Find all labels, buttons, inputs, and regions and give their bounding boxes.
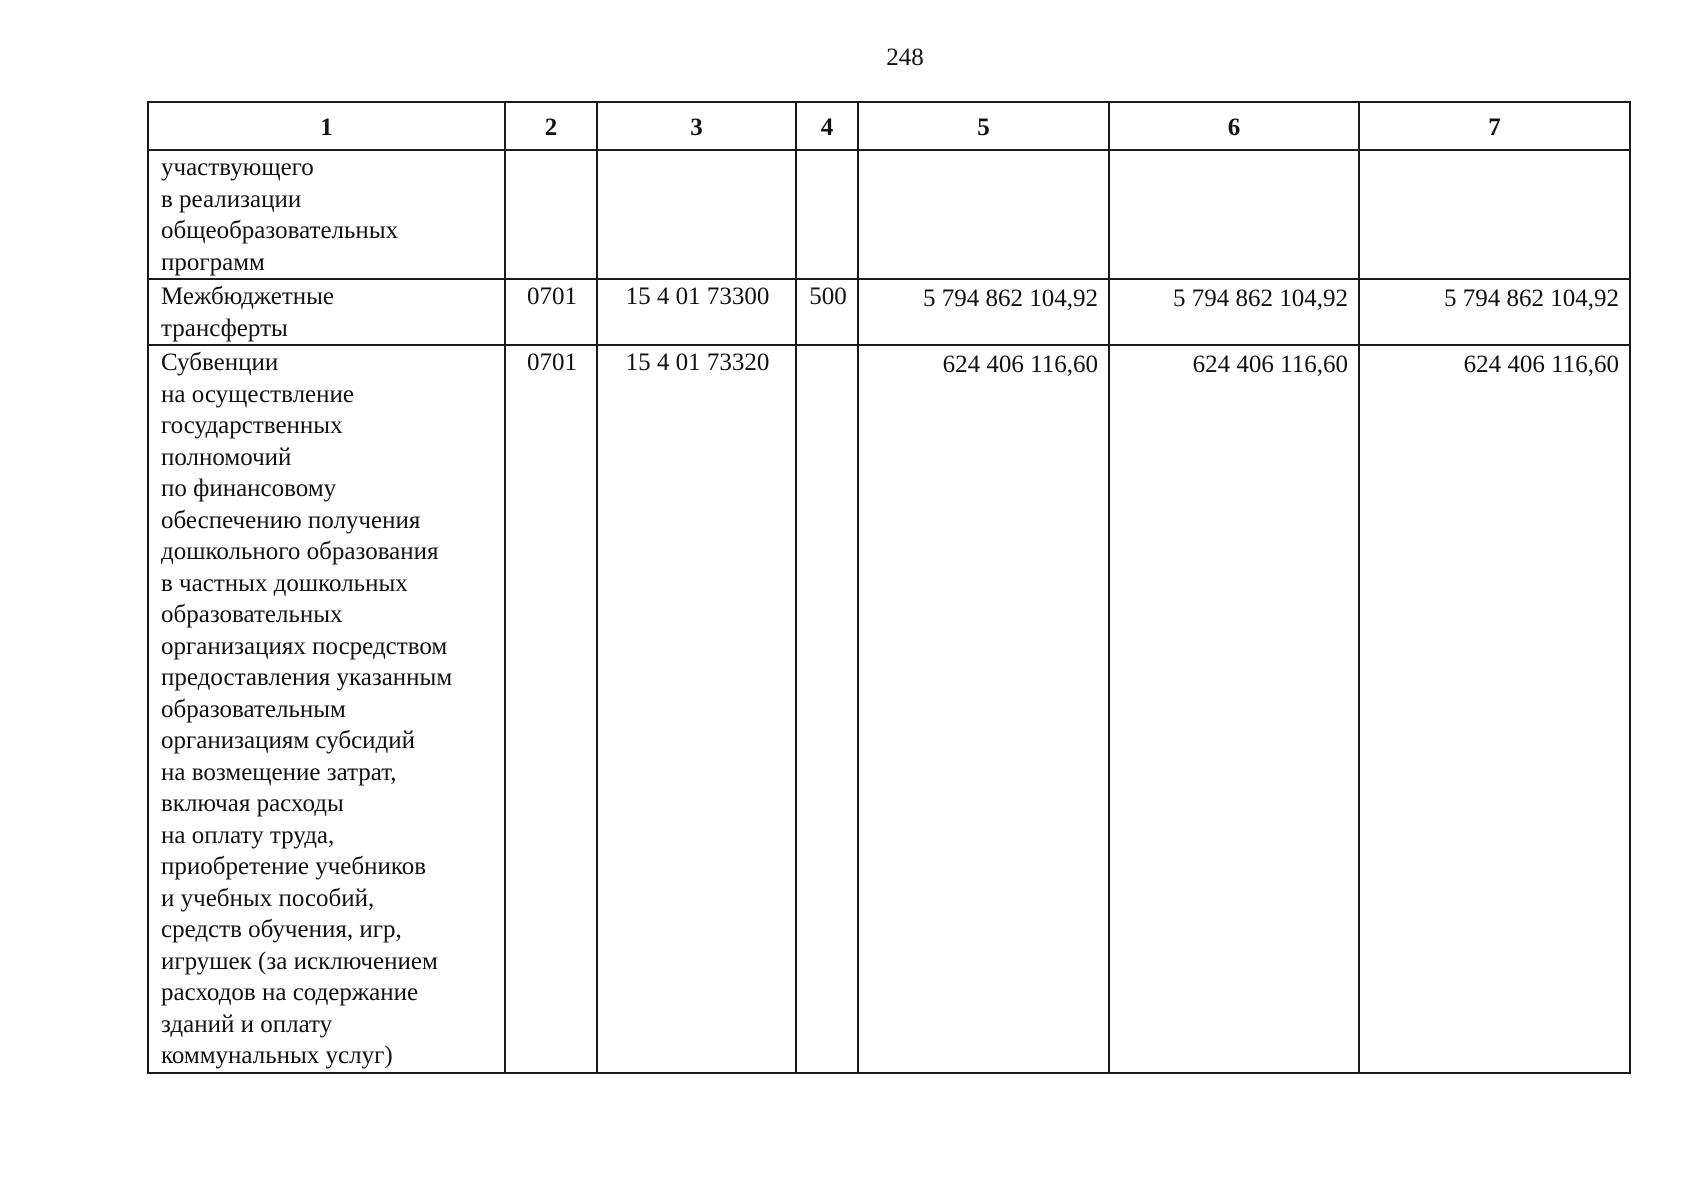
expense-type-cell bbox=[796, 150, 858, 279]
name-line: и учебных пособий, bbox=[161, 884, 375, 912]
sum-cell-5 bbox=[858, 150, 1109, 279]
name-line: на возмещение затрат, bbox=[161, 758, 397, 786]
header-col-6: 6 bbox=[1109, 102, 1359, 150]
name-line: дошкольного образования bbox=[161, 538, 439, 565]
amount: 5 794 862 104,92 bbox=[923, 285, 1098, 312]
amount: 5 794 862 104,92 bbox=[1444, 285, 1619, 312]
name-line: образовательным bbox=[161, 695, 346, 723]
section-cell bbox=[505, 150, 597, 279]
sum-cell-5 bbox=[858, 279, 1109, 345]
page-number: 248 bbox=[886, 44, 924, 71]
name-line: расходов на содержание bbox=[161, 979, 419, 1006]
name-line: Субвенции bbox=[161, 349, 279, 376]
name-line: полномочий bbox=[161, 443, 292, 471]
name-line: программ bbox=[161, 248, 265, 276]
name-line: образовательных bbox=[161, 601, 343, 628]
header-col-1: 1 bbox=[148, 102, 505, 150]
header-col-5: 5 bbox=[858, 102, 1109, 150]
name-line: предоставления указанным bbox=[161, 664, 453, 691]
name-line: общеобразовательных bbox=[161, 217, 399, 244]
header-col-7: 7 bbox=[1359, 102, 1630, 150]
table-row bbox=[148, 279, 1630, 345]
amount: 624 406 116,60 bbox=[1192, 351, 1348, 378]
amount: 5 794 862 104,92 bbox=[1173, 285, 1348, 312]
name-cell bbox=[148, 345, 505, 1073]
table-row bbox=[148, 345, 1630, 1073]
sum-cell-6 bbox=[1109, 279, 1359, 345]
sum-cell-5 bbox=[858, 345, 1109, 1073]
amount: 624 406 116,60 bbox=[942, 351, 1098, 378]
name-line: игрушек (за исключением bbox=[161, 947, 438, 975]
name-line: в частных дошкольных bbox=[161, 569, 408, 597]
name-line: включая расходы bbox=[161, 790, 344, 817]
sum-cell-7 bbox=[1359, 345, 1630, 1073]
name-line: трансферты bbox=[161, 314, 288, 342]
sum-cell-7 bbox=[1359, 279, 1630, 345]
name-line: организациях посредством bbox=[161, 632, 448, 660]
name-cell bbox=[148, 150, 505, 279]
section-cell: 0701 bbox=[505, 279, 597, 345]
name-line: приобретение учебников bbox=[161, 853, 427, 880]
header-col-4: 4 bbox=[796, 102, 858, 150]
name-line: в реализации bbox=[161, 185, 302, 213]
name-line: на оплату труда, bbox=[161, 821, 335, 849]
table-row bbox=[148, 150, 1630, 279]
amount: 624 406 116,60 bbox=[1463, 351, 1619, 378]
header-col-3: 3 bbox=[597, 102, 796, 150]
name-line: зданий и оплату bbox=[161, 1010, 333, 1038]
sum-cell-6 bbox=[1109, 150, 1359, 279]
expense-type-cell bbox=[796, 345, 858, 1073]
name-line: коммунальных услуг) bbox=[161, 1042, 393, 1069]
name-line: участвующего bbox=[161, 154, 314, 181]
target-cell: 15 4 01 73300 bbox=[597, 279, 796, 345]
expense-type-cell: 500 bbox=[796, 279, 858, 345]
section-cell: 0701 bbox=[505, 345, 597, 1073]
header-col-2: 2 bbox=[505, 102, 597, 150]
sum-cell-7 bbox=[1359, 150, 1630, 279]
target-cell: 15 4 01 73320 bbox=[597, 345, 796, 1073]
sum-cell-6 bbox=[1109, 345, 1359, 1073]
target-cell bbox=[597, 150, 796, 279]
name-line: государственных bbox=[161, 412, 343, 439]
name-line: по финансовому bbox=[161, 475, 337, 502]
name-line: организациям субсидий bbox=[161, 727, 416, 754]
name-cell bbox=[148, 279, 505, 345]
name-line: Межбюджетные bbox=[161, 283, 335, 310]
header-row bbox=[148, 102, 1630, 150]
name-line: на осуществление bbox=[161, 380, 355, 408]
name-line: средств обучения, игр, bbox=[161, 916, 402, 943]
name-line: обеспечению получения bbox=[161, 506, 421, 534]
budget-table bbox=[147, 101, 1631, 1074]
